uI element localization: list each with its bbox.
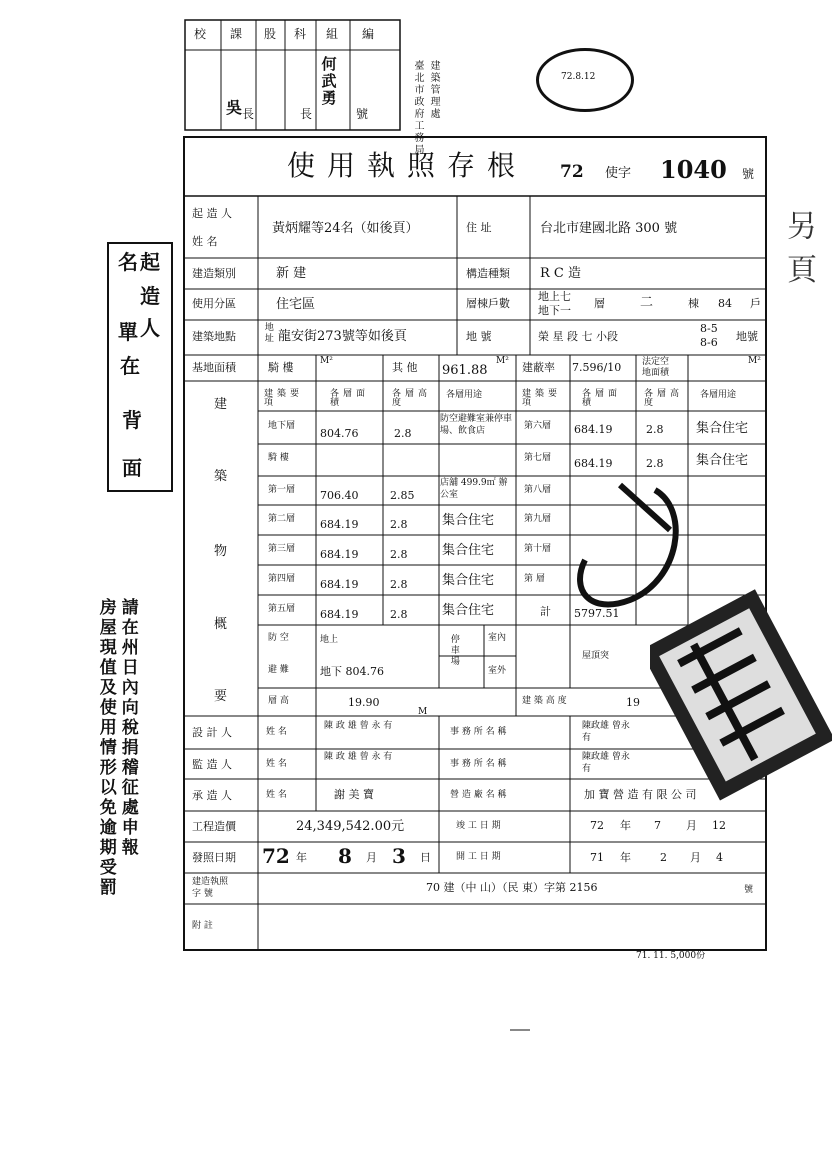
row-height: 2.8 <box>646 457 664 470</box>
usage-zone-value: 住宅區 <box>276 297 316 312</box>
row-name: 第四層 <box>268 574 296 584</box>
row-use: 集合住宅 <box>442 513 495 528</box>
header-item-right: 建築要項 <box>522 389 562 408</box>
title-suffix: 號 <box>742 167 755 181</box>
row-area: 684.19 <box>574 457 613 470</box>
annot-char-2: 造 <box>140 284 160 308</box>
approval-label-5: 組 <box>326 27 339 41</box>
applicant-label-2: 姓 名 <box>192 235 218 248</box>
tax-notice-2: 房屋現值及使用情形以免逾期受罰 <box>95 598 116 898</box>
contractor-firm-label: 營 造 廠 名 稱 <box>450 790 507 800</box>
annot-char-8: 面 <box>122 456 142 480</box>
floors-unit: 層 <box>594 297 605 310</box>
approval-stamp-text-2: 建築管理處 <box>428 60 439 120</box>
row-name: 地下層 <box>268 421 296 431</box>
overview-side-4: 概 <box>214 617 228 632</box>
row-name: 騎 樓 <box>268 453 289 463</box>
floors-label: 層棟戶數 <box>466 297 510 310</box>
building-height-label: 建 築 高 度 <box>522 696 567 706</box>
issue-day-unit: 日 <box>420 851 431 864</box>
row-name: 第二層 <box>268 514 296 524</box>
usage-zone-label: 使用分區 <box>192 297 236 310</box>
approval-label-6: 編 <box>362 27 375 41</box>
approval-sign-chief-2: 長 <box>300 107 313 121</box>
row-height: 2.8 <box>390 518 408 531</box>
annot-char-6: 在 <box>120 354 140 378</box>
building-height-value: 19 <box>626 696 640 709</box>
lot-suffix: 地號 <box>736 330 758 343</box>
row-name: 第三層 <box>268 544 296 554</box>
contractor-firm: 加 寶 營 造 有 限 公 司 <box>584 788 697 801</box>
cost-label: 工程造價 <box>192 820 236 833</box>
shelter-below: 地下 804.76 <box>320 665 384 678</box>
row-use: 集合住宅 <box>442 603 495 618</box>
other-area-unit: M² <box>496 356 509 366</box>
building-type-value: 新 建 <box>276 266 307 281</box>
completion-day: 12 <box>712 819 726 832</box>
approval-label-3: 股 <box>264 27 277 41</box>
open-space-label-2: 地面積 <box>642 368 670 378</box>
issue-month: 8 <box>338 844 352 868</box>
header-use-left: 各層用途 <box>446 390 483 400</box>
overview-side-1: 建 <box>214 397 228 412</box>
parking-outdoor: 室外 <box>488 666 507 676</box>
applicant-label-1: 起 造 人 <box>192 207 232 220</box>
tax-notice-1: 請在州日內向稅捐稽征處申報 <box>117 598 138 858</box>
start-day: 4 <box>716 851 723 864</box>
row-area: 684.19 <box>320 548 359 561</box>
lot-label: 地 號 <box>466 330 492 343</box>
row-height: 2.8 <box>390 608 408 621</box>
approval-label-1: 校 <box>194 27 207 41</box>
building-count: 二 <box>640 295 654 310</box>
coverage-value: 7.596/10 <box>572 361 622 374</box>
applicant-address-label: 住 址 <box>466 221 492 234</box>
row-height: 2.8 <box>390 548 408 561</box>
row-area: 684.19 <box>574 423 613 436</box>
header-item-left: 建築要項 <box>264 389 304 408</box>
household-count: 84 <box>718 297 732 310</box>
issue-day: 3 <box>392 844 406 868</box>
overview-row-floor-n: 第 層 <box>524 574 545 584</box>
start-date-label: 開 工 日 期 <box>456 852 501 862</box>
row-name: 計 <box>540 605 551 618</box>
row-height: 2.8 <box>646 423 664 436</box>
approval-label-2: 課 <box>230 27 243 41</box>
unit-m: M <box>418 707 428 717</box>
designer-label: 設 計 人 <box>192 726 232 739</box>
start-month: 2 <box>660 851 667 864</box>
site-address: 龍安街273號等如後頁 <box>278 329 407 344</box>
site-address-tag: 地址 <box>262 322 273 344</box>
arcade-label: 騎 樓 <box>268 361 294 374</box>
contractor-name: 謝 美 寶 <box>334 788 374 801</box>
lot-section: 榮 星 段 七 小段 <box>538 330 618 343</box>
building-type-label: 建造類別 <box>192 267 236 280</box>
approval-sign-number: 號 <box>356 107 369 121</box>
coverage-label: 建蔽率 <box>522 361 555 374</box>
row-height: 2.85 <box>390 489 415 502</box>
structure-value: R C 造 <box>540 266 581 281</box>
site-area-label: 基地面積 <box>192 361 236 374</box>
approval-stamp-text-1: 臺北市政府工務局 <box>412 60 423 156</box>
shelter-label-2: 避 難 <box>268 665 289 675</box>
row-use: 店舖 499.9㎡ 辦公室 <box>440 478 508 500</box>
row-area: 706.40 <box>320 489 359 502</box>
structure-label: 構造種類 <box>466 267 510 280</box>
license-label-1: 建造執照 <box>192 877 229 887</box>
page-title: 使用執照存根 <box>287 149 528 182</box>
floor-height-value: 19.90 <box>348 696 380 709</box>
overview-side-5: 要 <box>214 689 228 704</box>
row-height: 2.8 <box>394 427 412 440</box>
row-height: 2.8 <box>390 578 408 591</box>
supervisor-label: 監 造 人 <box>192 758 232 771</box>
title-type: 使字 <box>605 166 632 181</box>
license-value: 70 建（中 山）（民 東）字第 2156 <box>426 881 598 894</box>
parking-indoor: 室內 <box>488 633 507 643</box>
lot-number-2: 8-6 <box>700 336 718 349</box>
lot-number-1: 8-5 <box>700 322 718 335</box>
license-label-2: 字 號 <box>192 889 213 899</box>
completion-year: 72 <box>590 819 604 832</box>
row-use: 集合住宅 <box>442 573 495 588</box>
row-use: 集合住宅 <box>442 543 495 558</box>
annot-char-1: 起 <box>140 250 160 274</box>
arcade-unit: M² <box>320 356 333 366</box>
roof-label: 屋頂突 <box>582 651 610 661</box>
floors-above: 地上七 <box>538 290 571 303</box>
supervisor-name: 陳 政 雄 曾 永 有 <box>324 752 393 762</box>
start-month-unit: 月 <box>690 851 701 864</box>
row-name: 第一層 <box>268 485 296 495</box>
issue-year-unit: 年 <box>296 851 307 864</box>
shelter-label-1: 防 空 <box>268 633 289 643</box>
cost-value: 24,349,542.00元 <box>296 819 405 834</box>
floor-height-label: 層 高 <box>268 696 289 706</box>
open-space-label-1: 法定空 <box>642 357 670 367</box>
open-space-unit: M² <box>748 356 761 366</box>
designer-name-label: 姓 名 <box>266 727 287 737</box>
other-area-label: 其 他 <box>392 361 418 374</box>
overview-side-2: 築 <box>214 469 228 484</box>
start-year: 71 <box>590 851 604 864</box>
completion-year-unit: 年 <box>620 819 631 832</box>
applicant-address: 台北市建國北路 300 號 <box>540 221 678 236</box>
issue-date-label: 發照日期 <box>192 851 236 864</box>
row-area: 684.19 <box>320 578 359 591</box>
annot-char-3: 人 <box>140 316 160 340</box>
household-unit: 戶 <box>750 297 761 310</box>
other-area-value: 961.88 <box>442 363 488 378</box>
square-seal-icon <box>650 570 832 850</box>
designer-office-label: 事 務 所 名 稱 <box>450 727 507 737</box>
start-year-unit: 年 <box>620 851 631 864</box>
license-suffix: 號 <box>744 885 754 895</box>
header-height-right: 各層高度 <box>644 389 684 408</box>
completion-label: 竣 工 日 期 <box>456 821 501 831</box>
applicant-name: 黃炳耀等24名（如後頁） <box>272 221 419 236</box>
completion-month-unit: 月 <box>686 819 697 832</box>
approval-label-4: 科 <box>294 27 307 41</box>
row-name: 第六層 <box>524 421 552 431</box>
floors-below: 地下一 <box>538 304 571 317</box>
row-area: 5797.51 <box>574 607 620 620</box>
approval-date-stamp <box>536 48 634 112</box>
row-name: 第五層 <box>268 604 296 614</box>
header-area-right: 各層面積 <box>582 389 622 408</box>
row-area: 684.19 <box>320 518 359 531</box>
site-label: 建築地點 <box>192 330 236 343</box>
overview-row-floor-10: 第十層 <box>524 544 552 554</box>
row-name: 第七層 <box>524 453 552 463</box>
issue-year: 72 <box>262 844 290 868</box>
overview-side-3: 物 <box>214 544 228 559</box>
building-count-unit: 棟 <box>688 297 699 310</box>
row-area: 684.19 <box>320 608 359 621</box>
designer-name: 陳 政 雄 曾 永 有 <box>324 721 393 731</box>
header-area-left: 各層面積 <box>330 389 370 408</box>
supervisor-office: 陳政雄 曾永有 <box>582 752 630 774</box>
right-margin-text: 另 頁 <box>781 210 816 286</box>
row-use: 防空避難室兼停車場、飲食店 <box>440 414 513 436</box>
note-label: 附 註 <box>192 921 213 931</box>
annot-char-4: 名 <box>118 250 138 274</box>
title-number: 1040 <box>660 155 727 184</box>
approval-signature-1: 吳 <box>226 98 243 117</box>
designer-office: 陳政雄 曾永有 <box>582 721 630 743</box>
supervisor-name-label: 姓 名 <box>266 759 287 769</box>
header-height-left: 各層高度 <box>392 389 432 408</box>
contractor-name-label: 姓 名 <box>266 790 287 800</box>
row-use: 集合住宅 <box>696 453 749 468</box>
annot-char-5: 單 <box>118 320 138 344</box>
approval-stamp-date: 72.8.12 <box>561 72 596 82</box>
title-year: 72 <box>560 162 584 182</box>
issue-month-unit: 月 <box>366 851 377 864</box>
header-use-right: 各層用途 <box>700 390 737 400</box>
overview-row-floor-9: 第九層 <box>524 514 552 524</box>
annot-char-7: 背 <box>122 408 142 432</box>
shelter-above: 地上 <box>320 635 339 645</box>
row-use: 集合住宅 <box>696 421 749 436</box>
approval-sign-chief-1: 長 <box>242 107 255 121</box>
contractor-label: 承 造 人 <box>192 789 232 802</box>
approval-signature-2: 何武勇 <box>319 56 338 107</box>
completion-month: 7 <box>654 819 661 832</box>
parking-label: 停車場 <box>448 634 459 667</box>
overview-row-floor-8: 第八層 <box>524 485 552 495</box>
supervisor-office-label: 事 務 所 名 稱 <box>450 759 507 769</box>
form-footer: 71. 11. 5,000份 <box>636 951 706 961</box>
row-area: 804.76 <box>320 427 359 440</box>
